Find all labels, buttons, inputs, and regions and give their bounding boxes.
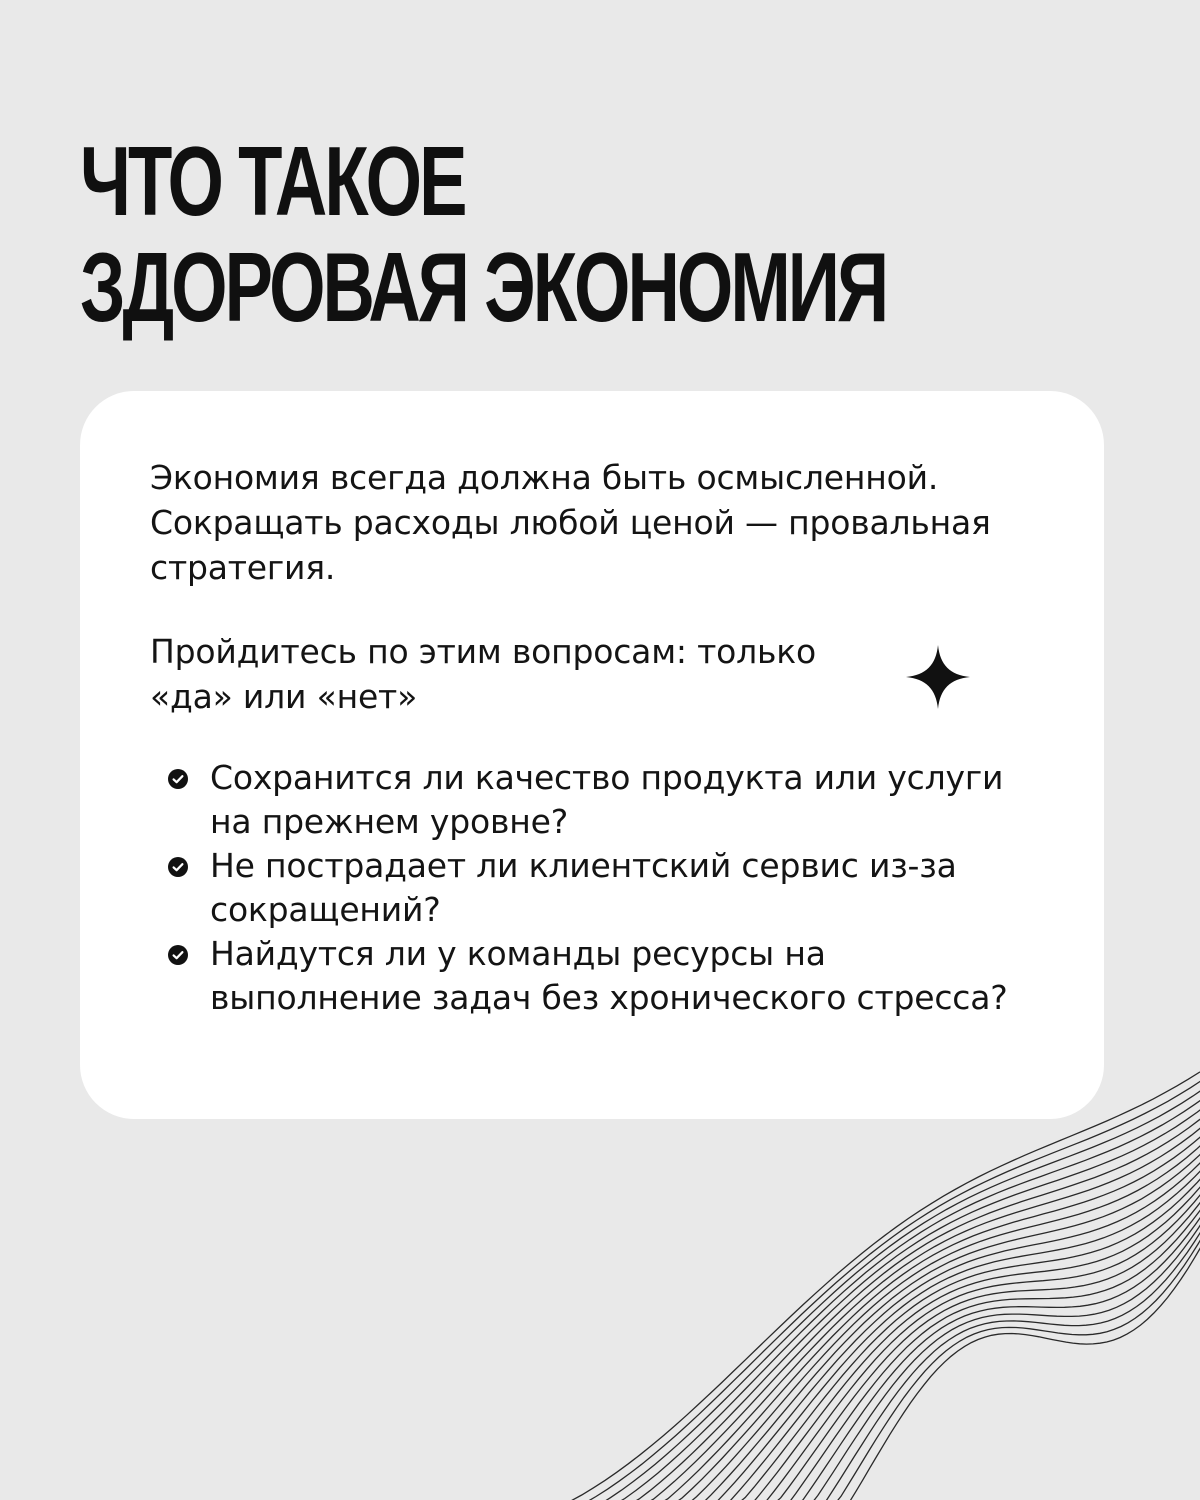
page-title (80, 128, 886, 340)
sparkle-icon (906, 645, 970, 709)
wave-line (756, 1163, 1200, 1500)
check-circle-icon (168, 857, 188, 877)
content-card (80, 391, 1104, 1119)
wave-line (692, 1151, 1200, 1500)
intro-text: Экономия всегда должна быть осмысленной. Сокращать расходы любой ценой — провальная стратегия. (150, 458, 991, 587)
wave-line (836, 1169, 1200, 1500)
list-item (160, 756, 1040, 844)
list-item (160, 844, 1040, 932)
wave-line (740, 1161, 1200, 1500)
wave-line (708, 1155, 1200, 1500)
prompt-text: Пройдитесь по этим вопросам: только «да» или «нет» (150, 632, 816, 716)
question-text: Найдутся ли у команды ресурсы на выполнение задач без хронического стресса? (210, 934, 1008, 1017)
wave-line (596, 1118, 1200, 1500)
wave-line (660, 1142, 1200, 1500)
wave-line (548, 1096, 1200, 1500)
wave-line (532, 1088, 1200, 1500)
wave-line (676, 1147, 1200, 1500)
check-circle-icon (168, 945, 188, 965)
title-line-1: ЧТО ТАКОЕ (80, 126, 465, 236)
wave-line (724, 1158, 1200, 1500)
wave-line (564, 1104, 1200, 1500)
wave-line (500, 1072, 1200, 1500)
wave-line (788, 1167, 1200, 1500)
question-text: Сохранится ли качество продукта или услуги на прежнем уровне? (210, 758, 1004, 841)
list-item (160, 932, 1040, 1020)
questions-list (160, 756, 1040, 1020)
wave-line (516, 1080, 1200, 1500)
wave-line (820, 1168, 1200, 1500)
wave-line (772, 1165, 1200, 1500)
title-line-2: ЗДОРОВАЯ ЭКОНОМИЯ (80, 232, 887, 342)
check-circle-icon (168, 769, 188, 789)
wave-line (628, 1131, 1200, 1500)
wave-line (644, 1137, 1200, 1500)
wave-line (612, 1125, 1200, 1500)
wave-line (804, 1168, 1200, 1500)
question-text: Не пострадает ли клиентский сервис из-за сокращений? (210, 846, 957, 929)
wave-line (580, 1111, 1200, 1500)
